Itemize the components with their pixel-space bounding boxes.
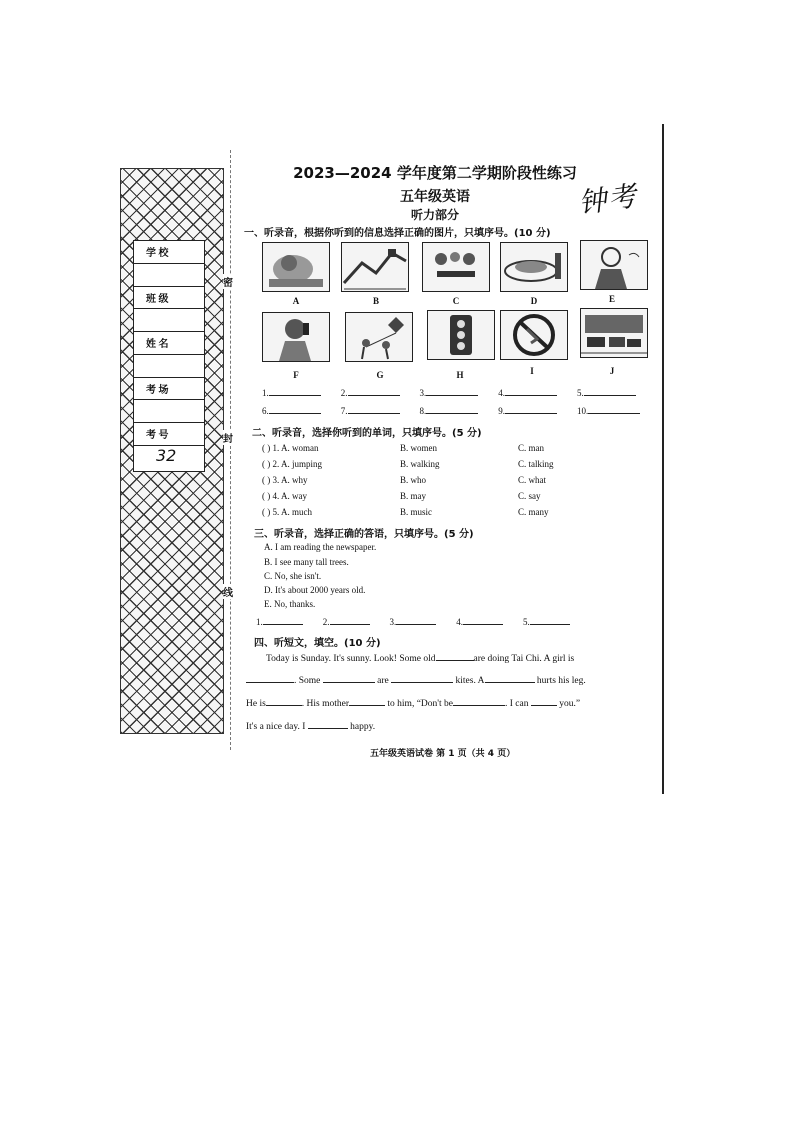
blank-label: 3. [419, 388, 427, 398]
school-input[interactable] [134, 264, 204, 287]
page-subtitle: 五年级英语 [400, 189, 470, 205]
answer-blank[interactable] [505, 413, 557, 414]
great-wall-icon [342, 243, 408, 291]
class-input[interactable] [134, 309, 204, 332]
picture-d [500, 242, 568, 292]
page-title: 2023—2024 学年度第二学期阶段性练习 [293, 164, 577, 182]
answer-blank[interactable] [463, 624, 503, 625]
no-entry-sign-icon [501, 311, 567, 359]
field-class [134, 287, 204, 310]
traffic-light-icon [428, 311, 494, 359]
child-sleeping-icon [263, 243, 329, 291]
option-b[interactable]: B. walking [400, 459, 440, 469]
picture-label-i: I [530, 366, 534, 376]
passage-line-4 [246, 722, 375, 732]
picture-c [422, 242, 490, 292]
blank-label: 5. [523, 617, 530, 627]
blank-label: 2. [340, 388, 348, 398]
picture-label-f: F [293, 370, 299, 380]
option-b[interactable]: B. may [400, 491, 426, 501]
option-a[interactable]: ( ) 5. A. much [262, 507, 312, 517]
option-c[interactable]: C. many [518, 507, 549, 517]
room-input[interactable] [134, 400, 204, 423]
blank-label: 1. [256, 617, 263, 627]
woman-telephone-icon [263, 313, 329, 361]
passage-text: . His mother [301, 699, 350, 709]
exam-number-value: 32 [156, 445, 177, 465]
family-dinner-icon [423, 243, 489, 291]
passage-text: He is [246, 699, 266, 709]
answer-blank[interactable] [588, 413, 640, 414]
option-a[interactable]: ( ) 1. A. woman [262, 443, 319, 453]
fill-blank[interactable] [323, 682, 375, 683]
answer-option-a: A. I am reading the newspaper. [264, 542, 377, 552]
option-b[interactable]: B. who [400, 475, 427, 485]
passage-text: happy. [350, 722, 376, 732]
answer-blank[interactable] [584, 395, 636, 396]
passage-text: . I can [504, 699, 529, 709]
handwritten-signature: 钟考 [576, 178, 641, 221]
answer-blank[interactable] [269, 413, 321, 414]
page-border-line [662, 124, 664, 794]
answer-blank[interactable] [426, 395, 478, 396]
field-label: 学 校 [146, 248, 169, 260]
answer-blank[interactable] [269, 395, 321, 396]
passage-text: you.” [559, 699, 581, 709]
field-name [134, 332, 204, 355]
field-exam-number [134, 423, 204, 446]
picture-label-b: B [372, 296, 379, 306]
seal-dashed-line [230, 150, 231, 750]
picture-label-d: D [530, 296, 538, 306]
option-a[interactable]: ( ) 4. A. way [262, 491, 307, 501]
field-label: 班 级 [146, 293, 169, 305]
answer-blank[interactable] [330, 624, 370, 625]
food-dish-icon [501, 243, 567, 291]
blank-label: 9. [498, 406, 505, 416]
kids-kite-icon [346, 313, 412, 361]
section3-answer-row [256, 617, 590, 627]
answer-blank[interactable] [348, 413, 400, 414]
blank-label: 7. [340, 406, 348, 416]
picture-j [580, 308, 648, 358]
picture-label-e: E [608, 294, 615, 304]
answer-option-c: C. No, she isn't. [264, 571, 322, 581]
passage-text: Today is Sunday. It's sunny. Look! Some old [266, 654, 436, 664]
blank-label: 10. [577, 406, 589, 416]
fill-blank[interactable] [308, 728, 348, 729]
picture-label-g: G [376, 370, 384, 380]
answer-blank[interactable] [426, 413, 478, 414]
blank-label: 4. [498, 388, 505, 398]
blank-label: 8. [419, 406, 427, 416]
passage-text: to him, “Don't be [387, 699, 453, 709]
field-label: 考 号 [146, 430, 169, 442]
picture-i [500, 310, 568, 360]
seal-mark-mi: 密 [223, 274, 233, 289]
picture-b [341, 242, 409, 292]
fill-blank[interactable] [246, 682, 294, 683]
answer-option-d: D. It's about 2000 years old. [264, 585, 366, 595]
picture-f [262, 312, 330, 362]
blank-label: 4. [456, 617, 463, 627]
field-school [134, 241, 204, 264]
picture-label-j: J [609, 366, 615, 376]
field-label: 考 场 [146, 384, 169, 396]
option-c[interactable]: C. what [518, 475, 546, 485]
picture-label-a: A [292, 296, 300, 306]
fill-blank[interactable] [266, 705, 302, 706]
section1-heading: 一、听录音，根据你听到的信息选择正确的图片，只填序号。(10 分) [244, 228, 551, 239]
passage-line-1 [266, 654, 574, 664]
answer-option-e: E. No, thanks. [264, 599, 316, 609]
passage-text: . Some [294, 676, 321, 686]
answer-blank[interactable] [348, 395, 400, 396]
section-part-title: 听力部分 [410, 208, 459, 222]
blank-label: 1. [262, 388, 269, 398]
student-info-box [133, 240, 205, 472]
fill-blank[interactable] [485, 682, 535, 683]
option-a[interactable]: ( ) 3. A. why [262, 475, 308, 485]
section2-heading: 二、听录音，选择你听到的单词，只填序号。(5 分) [252, 428, 482, 439]
fill-blank[interactable] [453, 705, 505, 706]
answer-option-b: B. I see many tall trees. [264, 557, 349, 567]
fill-blank[interactable] [436, 660, 474, 661]
fill-blank[interactable] [531, 705, 557, 706]
street-traffic-icon [581, 309, 647, 357]
option-b[interactable]: B. music [400, 507, 433, 517]
picture-a [262, 242, 330, 292]
picture-label-c: C [452, 296, 460, 306]
passage-text: It's a nice day. I [246, 722, 306, 732]
section1-answer-row-2 [262, 406, 660, 416]
field-room [134, 378, 204, 401]
field-label: 姓 名 [146, 339, 169, 351]
name-input[interactable] [134, 355, 204, 378]
section4-heading: 四、听短文，填空。(10 分) [254, 638, 381, 649]
blank-label: 6. [262, 406, 269, 416]
passage-text: kites. A [455, 676, 485, 686]
blank-label: 3. [389, 617, 397, 627]
option-c[interactable]: C. say [518, 491, 541, 501]
answer-blank[interactable] [530, 624, 570, 625]
answer-blank[interactable] [396, 624, 436, 625]
picture-e [580, 240, 648, 290]
section1-answer-row-1 [262, 388, 656, 398]
passage-line-3 [246, 699, 580, 709]
passage-text: are [377, 676, 389, 686]
blank-label: 2. [322, 617, 330, 627]
picture-h [427, 310, 495, 360]
answer-blank[interactable] [263, 624, 303, 625]
picture-g [345, 312, 413, 362]
seal-mark-feng: 封 [223, 430, 233, 445]
section3-heading: 三、听录音，选择正确的答语，只填序号。(5 分) [254, 529, 474, 540]
option-a[interactable]: ( ) 2. A. jumping [262, 459, 322, 469]
passage-text: are doing Tai Chi. A girl is [473, 654, 575, 664]
fill-blank[interactable] [349, 705, 385, 706]
picture-label-h: H [456, 370, 464, 380]
answer-blank[interactable] [505, 395, 557, 396]
seal-mark-xian: 线 [223, 584, 233, 599]
exam-number-input[interactable] [134, 446, 204, 469]
page-footer: 五年级英语试卷 第 1 页（共 4 页） [370, 749, 516, 759]
man-suit-icon [581, 241, 647, 289]
option-c[interactable]: C. man [518, 443, 544, 453]
passage-text: hurts his leg. [536, 676, 586, 686]
option-c[interactable]: C. talking [518, 459, 554, 469]
option-b[interactable]: B. women [400, 443, 437, 453]
fill-blank[interactable] [391, 682, 453, 683]
passage-line-2 [246, 676, 586, 686]
blank-label: 5. [577, 388, 584, 398]
